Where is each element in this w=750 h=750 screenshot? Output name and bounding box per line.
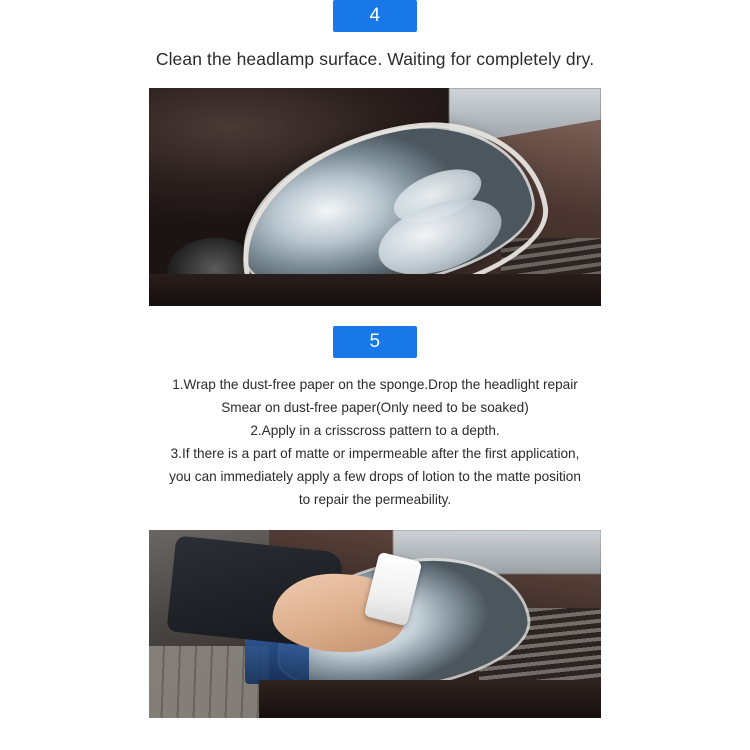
car-bumper	[259, 680, 601, 718]
step-4-photo	[149, 88, 601, 306]
step-5-line-2: Smear on dust-free paper(Only need to be soaked)	[221, 400, 529, 415]
step-5-line-3: 2.Apply in a crisscross pattern to a depth.	[250, 423, 500, 438]
step-5-line-6: to repair the permeability.	[298, 492, 452, 507]
step-badge-5: 5	[333, 326, 417, 358]
step-5-line-4: 3.If there is a part of matte or impermeable after the first application,	[170, 446, 580, 461]
car-bumper	[149, 274, 601, 306]
step-5-line-1: 1.Wrap the dust-free paper on the sponge.Drop the headlight repair	[172, 377, 578, 392]
step-5-line-5: you can immediately apply a few drops of lotion to the matte position	[169, 469, 581, 484]
step-badge-4: 4	[333, 0, 417, 32]
step-5-photo	[149, 530, 601, 718]
step-4-caption: Clean the headlamp surface. Waiting for completely dry.	[155, 49, 595, 69]
step-5-instructions	[95, 374, 655, 510]
